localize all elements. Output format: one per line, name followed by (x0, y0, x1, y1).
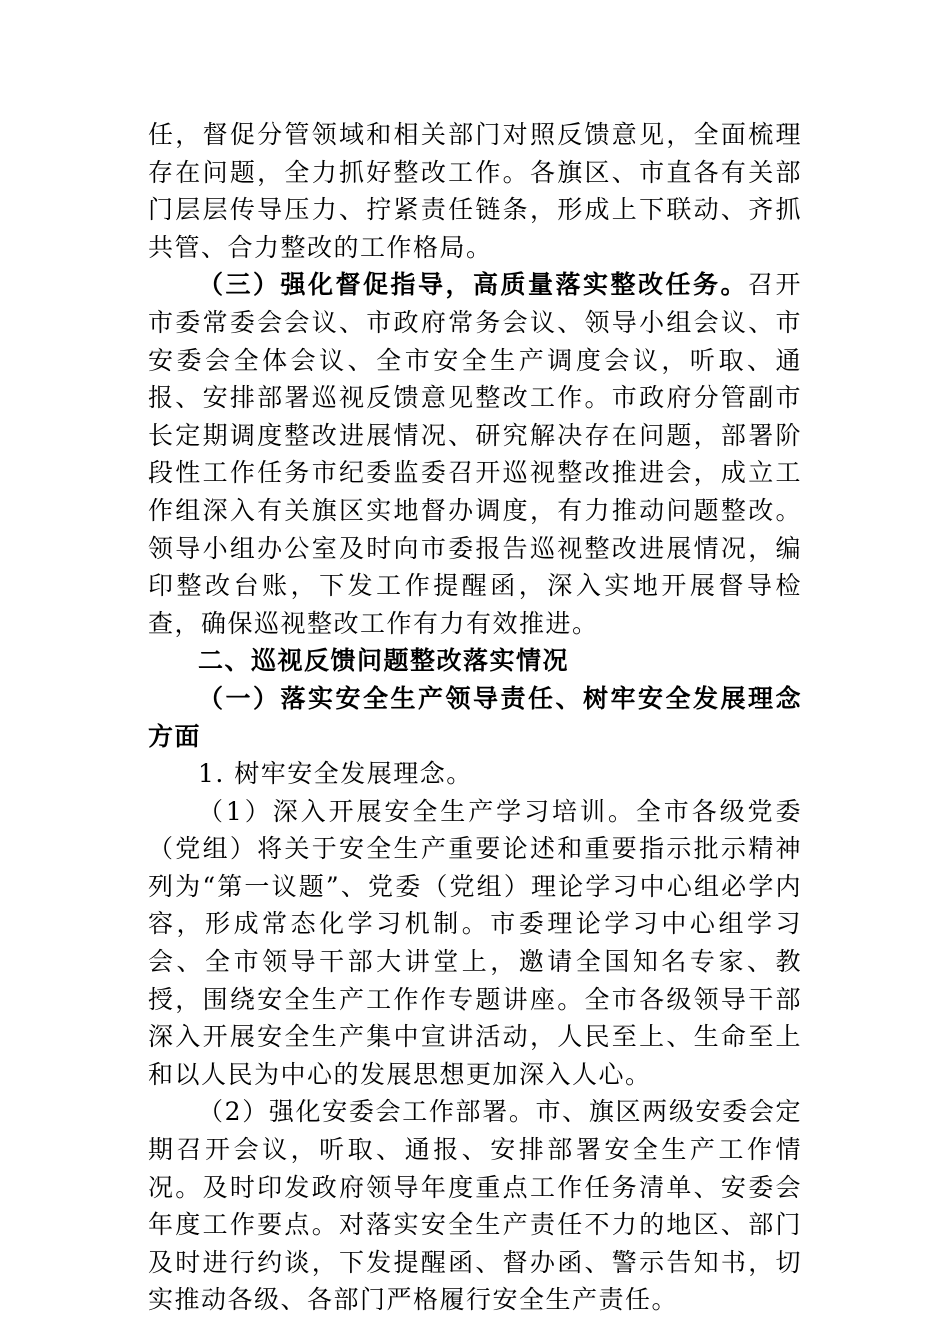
subsection-heading: （一）落实安全生产领导责任、树牢安全发展理念方面 (148, 683, 802, 751)
paragraph-supervision (148, 266, 802, 642)
paragraph-body: 召开市委常委会会议、市政府常务会议、领导小组会议、市安委会全体会议、全市安全生产调度会议，听取、通报、安排部署巡视反馈意见整改工作。市政府分管副市长定期调度整改进展情况、研究解决存在问题，部署阶段性工作任务市纪委监委召开巡视整改推进会，成立工作组深入有关旗区实地督办调度，有力推动问题整改。领导小组办公室及时向市委报告巡视整改进展情况，编印整改台账，下发工作提醒函，深入实地开展督导检查，确保巡视整改工作有力有效推进。 (148, 270, 802, 638)
item-paragraph-training: （1）深入开展安全生产学习培训。全市各级党委（党组）将关于安全生产重要论述和重要指示批示精神列为“第一议题”、党委（党组）理论学习中心组必学内容，形成常态化学习机制。市委理论学习中心组学习会、全市领导干部大讲堂上，邀请全国知名专家、教授，围绕安全生产工作作专题讲座。全市各级领导干部深入开展安全生产集中宣讲活动，人民至上、生命至上和以人民为中心的发展思想更加深入人心。 (148, 796, 802, 1089)
item-paragraph-committee: （2）强化安委会工作部署。市、旗区两级安委会定期召开会议，听取、通报、安排部署安全生产工作情况。及时印发政府领导年度重点工作任务清单、安委会年度工作要点。对落实安全生产责任不力的地区、部门及时进行约谈，下发提醒函、督办函、警示告知书，切实推动各级、各部门严格履行安全生产责任。 (148, 1097, 802, 1315)
paragraph-continuation: 任，督促分管领域和相关部门对照反馈意见，全面梳理存在问题，全力抓好整改工作。各旗区、市直各有关部门层层传导压力、拧紧责任链条，形成上下联动、齐抓共管、合力整改的工作格局。 (148, 120, 802, 262)
item-heading: 1. 树牢安全发展理念。 (198, 759, 473, 789)
paragraph-lead-heading: （三）强化督促指导，高质量落实整改任务。 (198, 270, 748, 300)
section-heading: 二、巡视反馈问题整改落实情况 (198, 646, 570, 676)
